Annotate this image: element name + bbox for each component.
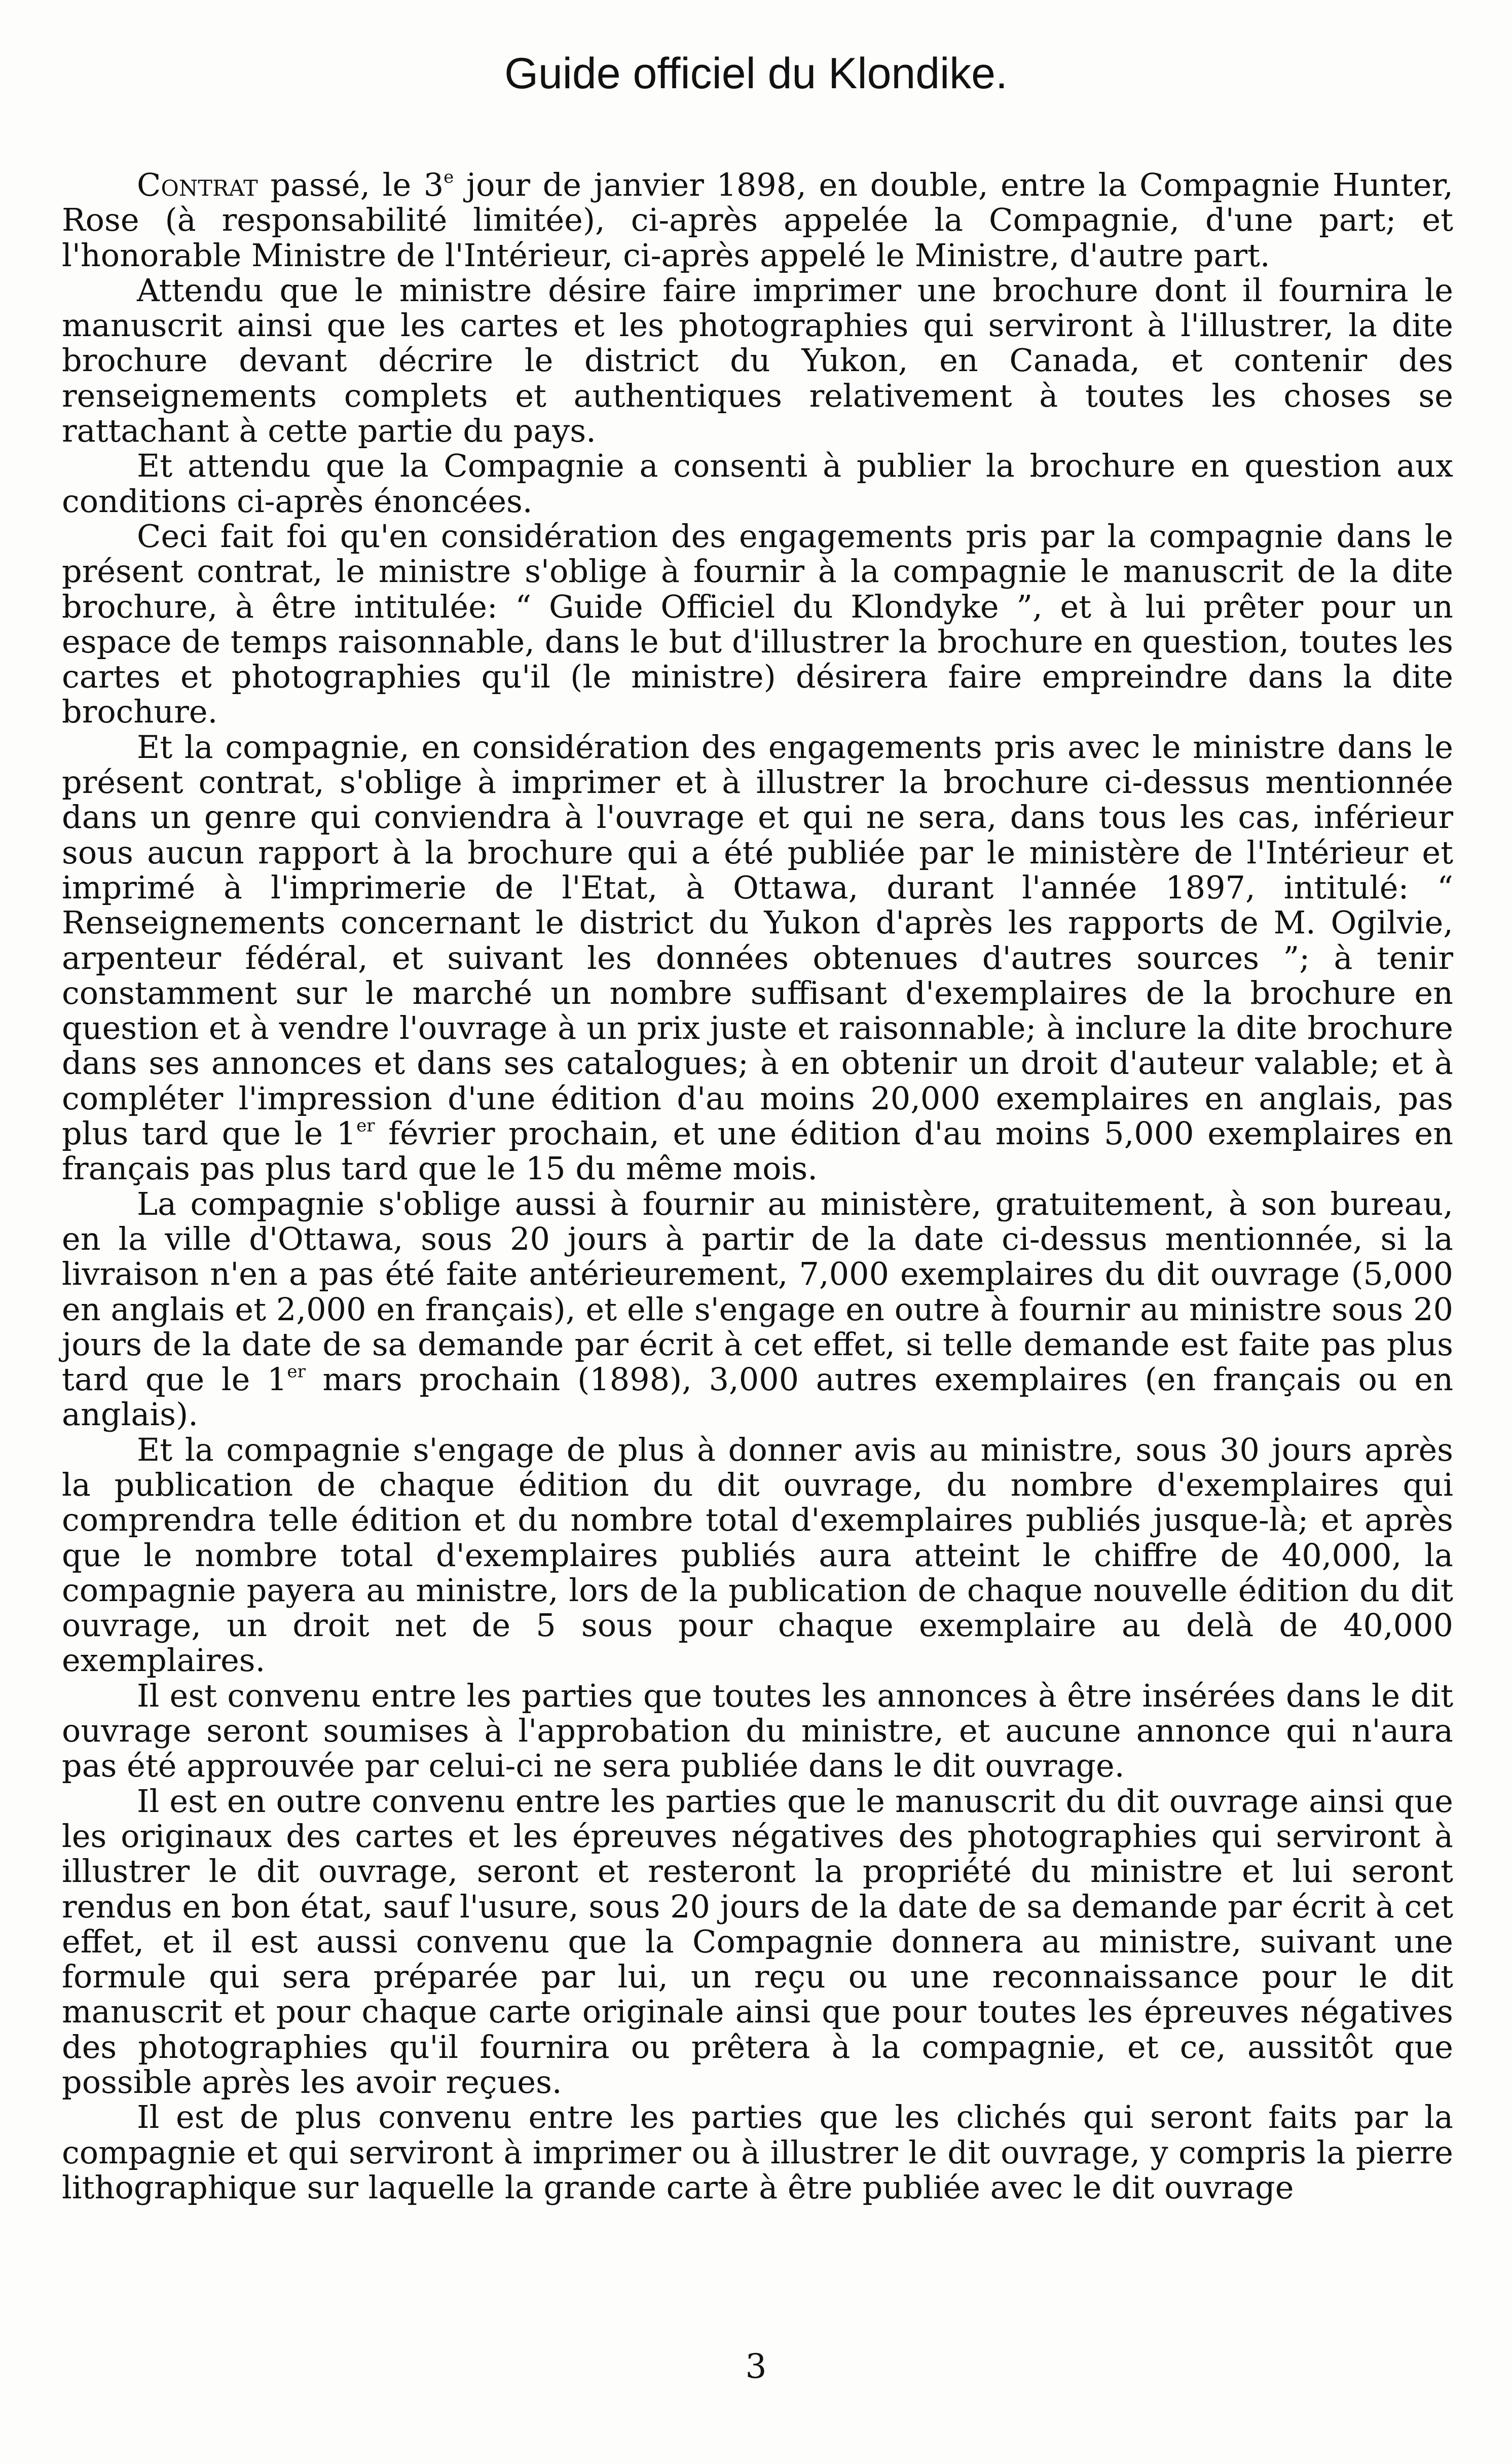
paragraph-fournir-ministere: [62, 1186, 1453, 1432]
paragraph-text: passé, le 3: [257, 166, 444, 203]
paragraph-text: Et la compagnie, en considération des engagements pris avec le ministre dans le présent contrat, s'oblige à imprimer et à illustrer la brochure ci-dessus mentionnée dans un genre qui conviendra à l'ouvrage et qui ne sera, dans tous les cas, inférieur sous aucun rapport à la brochure qui a été publiée par le ministère de l'Intérieur et imprimé à l'imprimerie de l'Etat, à Ottawa, durant l'année 1897, intitulé: “ Renseignements concernant le district du Yukon d'après les rapports de M. Ogilvie, arpenteur fédéral, et suivant les données obtenues d'autres sources ”; à tenir constamment sur le marché un nombre suffisant d'exemplaires de la brochure en question et à vendre l'ouvrage à un prix juste et raisonnable; à inclure la dite brochure dans ses annonces et dans ses catalogues; à en obtenir un droit d'auteur valable; et à compléter l'impression d'une édition d'au moins 20,000 exemplaires en anglais, pas plus tard que le 1: [62, 728, 1453, 1152]
paragraph-attendu: Attendu que le ministre désire faire imprimer une brochure dont il fournira le manuscrit ainsi que les cartes et les photographies qui serviront à l'illustrer, la dite brochure devant décrire le district du Yukon, en Canada, et contenir des renseignements complets et authentiques relativement à toutes les choses se rattachant à cette partie du pays.: [62, 271, 1453, 450]
paragraph-avis-ministre: Et la compagnie s'engage de plus à donner avis au ministre, sous 30 jours après la publication de chaque édition du dit ouvrage, du nombre d'exemplaires qui comprendra telle édition et du nombre total d'exemplaires publiés jusque-là; et après que le nombre total d'exemplaires publiés aura atteint le chiffre de 40,000, la compagnie payera au ministre, lors de la publication de chaque nouvelle édition du dit ouvrage, un droit net de 5 sous pour chaque exemplaire au delà de 40,000 exemplaires.: [62, 1431, 1453, 1679]
contract-first-word: Contrat: [137, 166, 258, 203]
page-number: 3: [745, 2347, 767, 2386]
superscript: er: [287, 1361, 306, 1382]
paragraph-manuscrit-propriete: Il est en outre convenu entre les parties que le manuscrit du dit ouvrage ainsi que les originaux des cartes et les épreuves négatives des photographies qui serviront à illustrer le dit ouvrage, seront et resteront la propriété du ministre et lui seront rendus en bon état, sauf l'usure, sous 20 jours de la date de sa demande par écrit à cet effet, et il est aussi convenu que la Compagnie donnera au ministre, suivant une formule qui sera préparée par lui, un reçu ou une reconnaissance pour le dit manuscrit et pour chaque carte originale ainsi que pour toutes les épreuves négatives des photographies qu'il fournira ou prêtera à la compagnie, et ce, aussitôt que possible après les avoir reçues.: [62, 1782, 1453, 2101]
paragraph-text: La compagnie s'oblige aussi à fournir au ministère, gratuitement, à son bureau, en la ville d'Ottawa, sous 20 jours à partir de la date ci-dessus mentionnée, si la livraison n'en a pas été faite antérieurement, 7,000 exemplaires du dit ouvrage (5,000 en anglais et 2,000 en français), et elle s'engage en outre à fournir au ministre sous 20 jours de la date de sa demande par écrit à cet effet, si telle demande est faite pas plus tard que le 1: [62, 1185, 1453, 1398]
paragraph-obligations-compagnie: [62, 730, 1453, 1186]
paragraph-text: février prochain, et une édition d'au moins 5,000 exemplaires en français pas plus tard que le 15 du même mois.: [62, 1115, 1453, 1187]
paragraph-et-attendu: Et attendu que la Compagnie a consenti à publier la brochure en question aux conditions ci-après énoncées.: [62, 447, 1453, 520]
page-title: Guide officiel du Klondike.: [504, 49, 1008, 98]
paragraph-ceci-fait-foi: Ceci fait foi qu'en considération des engagements pris par la compagnie dans le présent contrat, le ministre s'oblige à fournir à la compagnie le manuscrit de la dite brochure, à être intitulée: “ Guide Officiel du Klondyke ”, et à lui prêter pour un espace de temps raisonnable, dans le but d'illustrer la brochure en question, toutes les cartes et photographies qu'il (le ministre) désirera faire empreindre dans la dite brochure.: [62, 517, 1453, 731]
superscript: er: [356, 1115, 375, 1136]
contract-text: [62, 167, 1453, 2205]
superscript: e: [444, 167, 454, 188]
paragraph-cliches: Il est de plus convenu entre les parties que les clichés qui seront faits par la compagnie et qui serviront à imprimer ou à illustrer le dit ouvrage, y compris la pierre lithographique sur laquelle la grande carte à être publiée avec le dit ouvrage: [62, 2098, 1453, 2206]
paragraph-text: mars prochain (1898), 3,000 autres exemplaires (en français ou en anglais).: [62, 1361, 1453, 1433]
paragraph-annonces: Il est convenu entre les parties que toutes les annonces à être insérées dans le dit ouvrage seront soumises à l'approbation du ministre, et aucune annonce qui n'aura pas été approuvée par celui-ci ne sera publiée dans le dit ouvrage.: [62, 1677, 1453, 1785]
paragraph-contract-opening: [62, 167, 1453, 273]
paragraph-text: jour de janvier 1898, en double, entre la Compagnie Hunter, Rose (à responsabilité limitée), ci-après appelée la Compagnie, d'une part; et l'honorable Ministre de l'Intérieur, ci-après appelé le Ministre, d'autre part.: [62, 166, 1453, 274]
